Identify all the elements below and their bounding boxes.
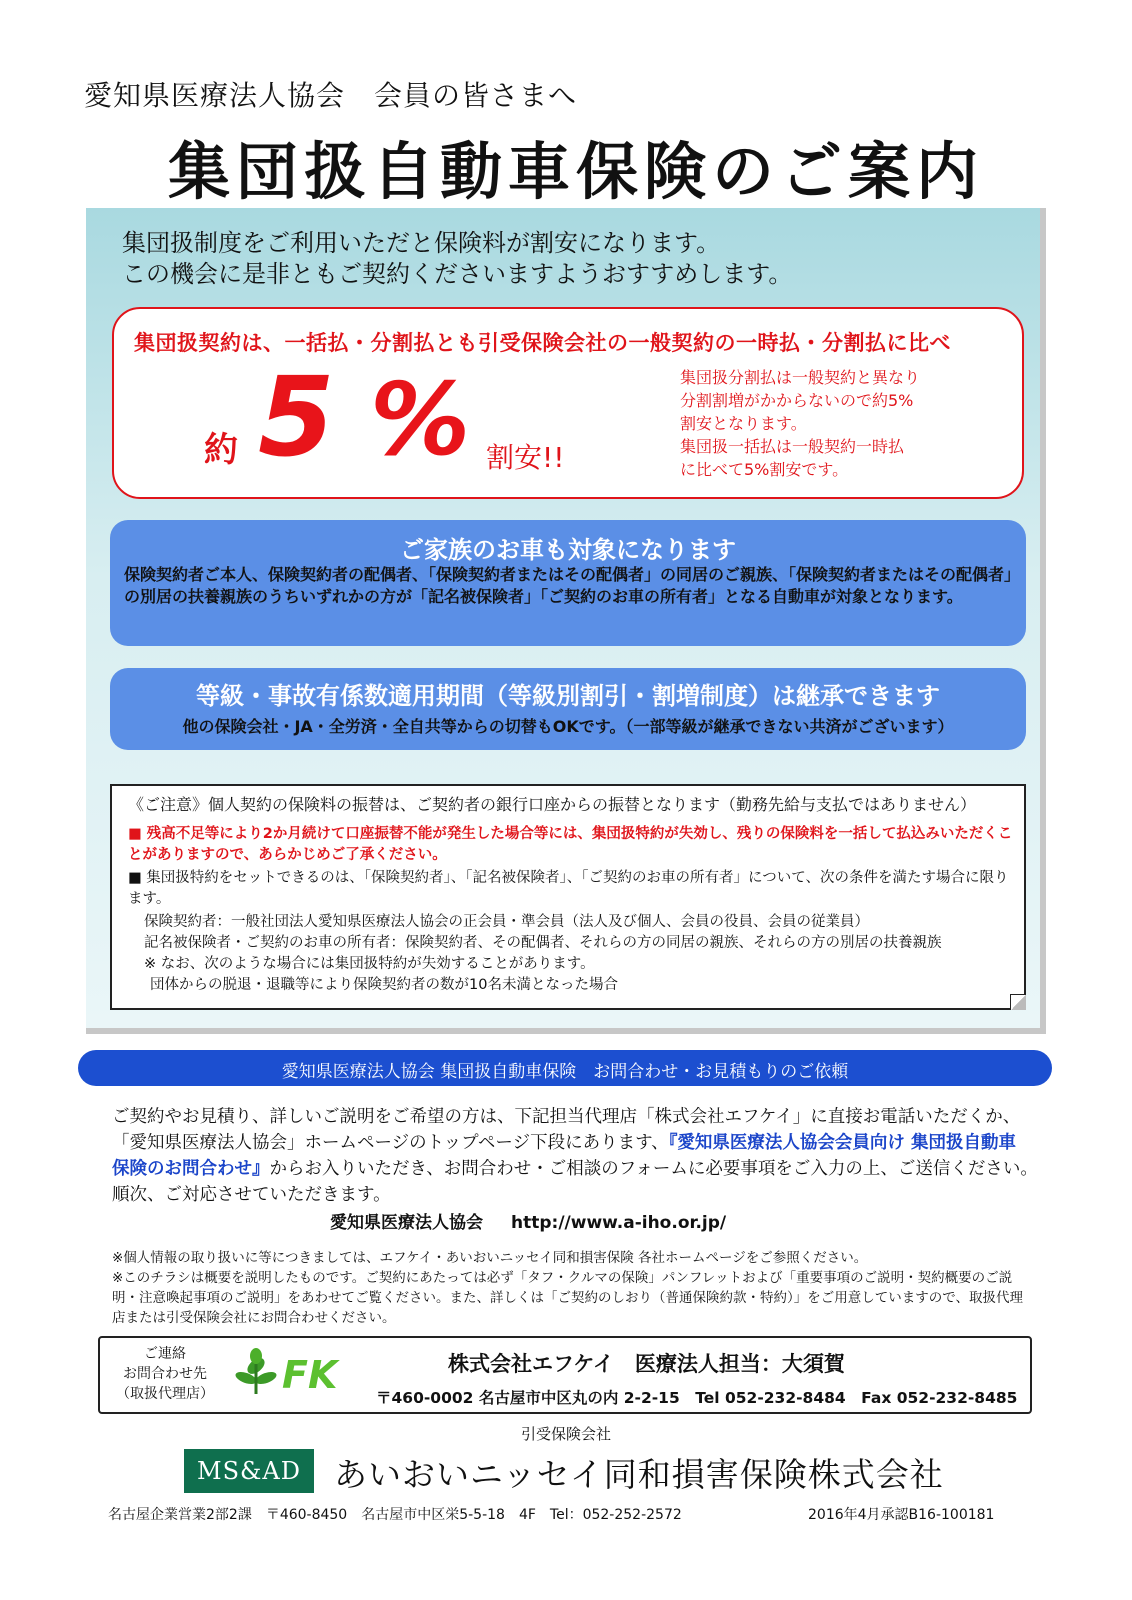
page-fold-decoration: [1010, 994, 1026, 1010]
insurer-name: あいおいニッセイ同和損害保険株式会社: [334, 1455, 944, 1494]
caution-lapse-case: 団体からの脱退・退職等により保険契約者の数が10名未満となった場合: [150, 977, 618, 993]
grade-title: 等級・事故有係数適用期間（等級別割引・割増制度）は継承できます: [196, 682, 940, 710]
intro-line-1: 集団扱制度をご利用いただと保険料が割安になります。: [122, 229, 721, 257]
family-title: ご家族のお車も対象になります: [400, 536, 736, 564]
contact-bar-text: 愛知県医療法人協会 集団扱自動車保険 お問合わせ・お見積もりのご依頼: [281, 1062, 849, 1082]
footnotes: [112, 1248, 1032, 1328]
caution-policyholder: 保険契約者：一般社団法人愛知県医療法人協会の正会員・準会員（法人及び個人、会員の役員、会員の従業員）: [144, 914, 869, 930]
intro-line-2: この機会に是非ともご契約くださいますようおすすめします。: [122, 260, 793, 288]
intro-text: [122, 228, 792, 290]
agent-label-line: （取扱代理店）: [116, 1386, 214, 1402]
inquiry-text: [112, 1104, 1047, 1208]
discount-note-line: 集団扱分割払は一般契約と異なり: [680, 368, 921, 387]
agent-label-line: ご連絡: [144, 1346, 186, 1362]
insurer-label: 引受保険会社: [520, 1425, 611, 1443]
discount-prefix: 約: [204, 430, 238, 470]
recipient-line: 愛知県医療法人協会 会員の皆さまへ: [84, 79, 578, 112]
discount-note-line: 集団扱一括払は一般契約一時払: [680, 437, 905, 456]
discount-note-line: 分割割増がかからないので約5%: [680, 391, 914, 410]
inquiry-text-before: ご契約やお見積り、詳しいご説明をご希望の方は、下記担当代理店「株式会社エフケイ」に直接お電話いただくか、「愛知県医療法人協会」ホームページのトップページ下段にあります、: [112, 1107, 1021, 1153]
inquiry-text-after: からお入りいただき、お問合わせ・ご相談のフォームに必要事項をご入力の上、ご送信ください。 順次、ご対応させていただきます。: [112, 1159, 1047, 1205]
fk-logo-text: FK: [282, 1353, 338, 1397]
discount-note: [680, 366, 980, 481]
caution-conditions: ■ 集団扱特約をセットできるのは、「保険契約者」、「記名被保険者」、「ご契約のお車の所有者」について、次の条件を満たす場合に限ります。: [128, 870, 1009, 907]
agent-address: 〒460-0002 名古屋市中区丸の内 2-2-15 Tel 052-232-8484 Fax 052-232-8485: [376, 1389, 1018, 1407]
discount-note-line: 割安となります。: [680, 414, 807, 433]
grade-body: 他の保険会社・JA・全労済・全自共等からの切替もOKです。（一部等級が継承できない共済がございます）: [182, 717, 954, 736]
agent-label-line: お問合わせ先: [123, 1366, 207, 1382]
agent-label: [110, 1344, 220, 1404]
caution-lapse: ※ なお、次のような場合には集団扱特約が失効することがあります。: [144, 956, 595, 972]
approval-number: 2016年4月承認B16-100181: [808, 1507, 995, 1523]
fk-logo-icon: [234, 1344, 364, 1404]
msad-logo: MS&AD: [184, 1449, 314, 1493]
discount-number: 5: [258, 353, 335, 481]
caution-red-note: ■ 残高不足等により2か月続けて口座振替不能が発生した場合等には、集団扱特約が失効し、残りの保険料を一括して払込みいただくことがありますので、あらかじめご了承ください。: [128, 826, 1013, 863]
footnote-privacy: ※個人情報の取り扱いに等につきましては、エフケイ・あいおいニッセイ同和損害保険 各社ホームページをご参照ください。: [112, 1250, 868, 1266]
discount-headline: 集団扱契約は、一括払・分割払とも引受保険会社の一般契約の一時払・分割払に比べ: [134, 331, 951, 355]
inquiry-form-link[interactable]: 『愛知県医療法人協会会員向け 集団扱自動車保険のお問合わせ』: [112, 1133, 1017, 1179]
website-line: [330, 1208, 726, 1233]
page-title: 集団扱自動車保険のご案内: [167, 135, 984, 208]
discount-percent-sign: %: [370, 361, 471, 478]
footnote-summary: ※このチラシは概要を説明したものです。ご契約にあたっては必ず「タフ・クルマの保険」パンフレットおよび「重要事項のご説明・契約概要のご説明・注意喚起事項のご説明」をあわせてご覧ください。また、詳しくは「ご契約のしおり（普通保険約款・特約）」をご用意していますので、取扱代理店または引受保険会社にお問合わせください。: [112, 1270, 1023, 1326]
caution-insured: 記名被保険者・ご契約のお車の所有者：保険契約者、その配偶者、それらの方の同居の親族、それらの方の別居の扶養親族: [144, 935, 942, 951]
family-body: 保険契約者ご本人、保険契約者の配偶者、「保険契約者またはその配偶者」の同居のご親族、「保険契約者またはその配偶者」の別居の扶養親族のうちいずれかの方が「記名被保険者」「ご契約のお車の所有者」となる自動車が対象となります。: [124, 565, 1013, 606]
website-org: 愛知県医療法人協会: [330, 1213, 483, 1233]
agent-name: 株式会社エフケイ 医療法人担当：大須賀: [448, 1352, 845, 1376]
discount-suffix: 割安!!: [486, 441, 565, 474]
discount-note-line: に比べて5%割安です。: [680, 460, 849, 479]
caution-payment-note: 《ご注意》個人契約の保険料の振替は、ご契約者の銀行口座からの振替となります（勤務先給与支払ではありません）: [128, 795, 977, 814]
website-url[interactable]: http://www.a-iho.or.jp/: [511, 1213, 727, 1233]
insurer-branch: 名古屋企業営業2部2課 〒460-8450 名古屋市中区栄5-5-18 4F Tel：052-252-2572: [108, 1507, 682, 1523]
